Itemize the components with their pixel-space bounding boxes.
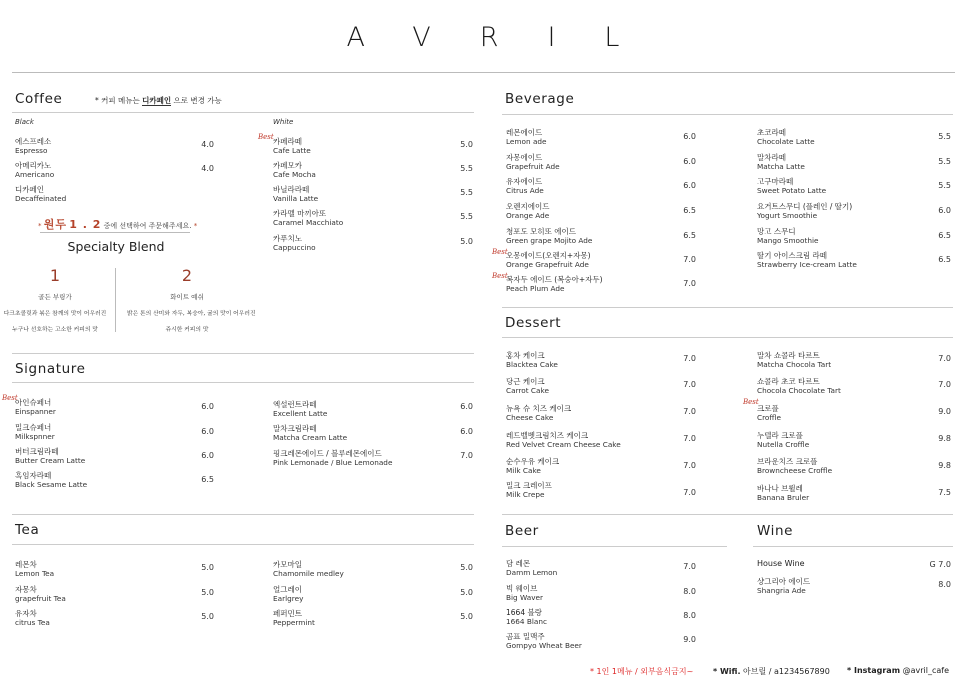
- price-peach-plum-ade: 7.0: [683, 279, 696, 288]
- beer-top-divider: [502, 514, 953, 515]
- price-strawberry-latte: 6.5: [938, 255, 951, 264]
- price-nutella-croffle: 9.8: [938, 434, 951, 443]
- menu-item-peppermint: 페퍼민트 Peppermint: [273, 609, 315, 627]
- menu-item-blacktea-cake: 홍차 케이크 Blacktea Cake: [506, 351, 558, 369]
- price-caramel-macchiato: 5.5: [460, 212, 473, 221]
- specialty-blend-title: Specialty Blend: [67, 239, 165, 254]
- menu-item-grapefruit-ade: 자몽에이드 Grapefruit Ade: [506, 153, 560, 171]
- price-orange-ade: 6.5: [683, 206, 696, 215]
- price-peppermint: 5.0: [460, 612, 473, 621]
- price-mango-smoothie: 6.5: [938, 231, 951, 240]
- best-badge: Best: [743, 398, 759, 406]
- blend-2-desc: 밝은 톤의 산미와 자두, 복숭아, 귤의 맛이 어우러진 쥬시한 커피의 맛: [127, 311, 256, 333]
- menu-item-matcha-latte: 말차라떼 Matcha Latte: [757, 153, 805, 171]
- bean-select-note: * 원두 1 . 2 중에 선택하여 주문해주세요. *: [38, 218, 198, 231]
- menu-item-croffle: 크로플 Croffle: [757, 404, 781, 422]
- footer-policy: * 1인 1메뉴 / 외부음식금지~: [590, 667, 694, 676]
- menu-item-lemonade: 핑크레몬에이드 / 블루레몬에이드 Pink Lemonade / Blue Lemonade: [273, 449, 393, 467]
- price-vanilla-latte: 5.5: [460, 188, 473, 197]
- menu-item-carrot-cake: 당근 케이크 Carrot Cake: [506, 377, 549, 395]
- price-cappuccino: 5.0: [460, 237, 473, 246]
- menu-item-cafe-mocha: 카페모카 Cafe Mocha: [273, 161, 316, 179]
- blend-1-number: 1: [49, 266, 61, 285]
- menu-item-espresso: 에스프레소 Espresso: [15, 137, 52, 155]
- price-croffle: 9.0: [938, 407, 951, 416]
- best-badge: Best: [2, 394, 18, 402]
- beer-title: Beer: [505, 523, 539, 539]
- blend-1-desc: 다크초콜릿과 볶은 참깨의 맛이 어우러진 누구나 선호하는 고소한 커피의 맛: [3, 311, 107, 333]
- menu-item-lemon-tea: 레몬차 Lemon Tea: [15, 560, 55, 578]
- coffee-title: Coffee: [15, 91, 63, 107]
- dessert-title: Dessert: [505, 315, 562, 331]
- price-matcha-latte: 5.5: [938, 157, 951, 166]
- menu-item-cafe-latte: 카페라떼 Cafe Latte: [273, 137, 311, 155]
- menu-item-mango-smoothie: 망고 스무디 Mango Smoothie: [757, 227, 819, 245]
- menu-item-citrus-tea: 유자차 citrus Tea: [15, 609, 50, 627]
- menu-item-caramel-macchiato: 카라멜 마끼아또 Caramel Macchiato: [273, 209, 344, 227]
- price-damm-lemon: 7.0: [683, 562, 696, 571]
- price-milk-crepe: 7.0: [683, 488, 696, 497]
- menu-item-milk-cake: 순수우유 케이크 Milk Cake: [506, 457, 560, 475]
- beer-divider: [502, 546, 727, 547]
- price-chocolate-tart: 7.0: [938, 380, 951, 389]
- price-matcha-cream-latte: 6.0: [460, 427, 473, 436]
- beverage-title: Beverage: [505, 91, 575, 107]
- price-mojito-ade: 6.5: [683, 231, 696, 240]
- price-gompyo: 9.0: [683, 635, 696, 644]
- best-badge: Best: [492, 248, 508, 256]
- price-lemon-tea: 5.0: [201, 563, 214, 572]
- tea-title: Tea: [15, 522, 40, 538]
- price-carrot-cake: 7.0: [683, 380, 696, 389]
- menu-item-cappuccino: 카푸치노 Cappuccino: [273, 234, 316, 252]
- price-house-wine: G 7.0: [929, 560, 951, 569]
- footer-wifi: * Wifi. 아브릴 / a1234567890: [713, 667, 830, 676]
- menu-item-milkspnner: 밀크슈페너 Milkspnner: [15, 423, 55, 441]
- signature-divider: [12, 382, 474, 383]
- menu-item-chocolate-latte: 초코라떼 Chocolate Latte: [757, 128, 815, 146]
- price-espresso: 4.0: [201, 140, 214, 149]
- tea-divider: [12, 544, 474, 545]
- price-red-velvet-cake: 7.0: [683, 434, 696, 443]
- menu-item-milk-crepe: 밀크 크레이프 Milk Crepe: [506, 481, 552, 499]
- price-shangria-ade: 8.0: [938, 580, 951, 589]
- price-cheese-cake: 7.0: [683, 407, 696, 416]
- menu-item-butter-cream-latte: 버터크림라떼 Butter Cream Latte: [15, 447, 86, 465]
- price-chocolate-latte: 5.5: [938, 132, 951, 141]
- price-lemonade: 7.0: [460, 451, 473, 460]
- blend-1-name: 골든 부링가: [38, 293, 72, 301]
- price-yogurt-smoothie: 6.0: [938, 206, 951, 215]
- price-1664-blanc: 8.0: [683, 611, 696, 620]
- price-blacktea-cake: 7.0: [683, 354, 696, 363]
- menu-item-peach-plum-ade: 복자두 에이드 (복숭아+자두) Peach Plum Ade: [506, 275, 603, 293]
- menu-item-nutella-croffle: 누텔라 크로플 Nutella Croffle: [757, 431, 810, 449]
- menu-item-matcha-cream-latte: 말차크림라떼 Matcha Cream Latte: [273, 424, 348, 442]
- menu-item-red-velvet-cake: 레드벨벳크림치즈 케이크 Red Velvet Cream Cheese Cake: [506, 431, 621, 449]
- signature-title: Signature: [15, 361, 86, 377]
- dessert-top-divider: [502, 307, 953, 308]
- brand-logo: AVRIL: [346, 22, 669, 53]
- price-sweet-potato-latte: 5.5: [938, 181, 951, 190]
- menu-item-grapefruit-tea: 자몽차 grapefruit Tea: [15, 585, 66, 603]
- coffee-decaf-note: * 커피 메뉴는 디카페인 으로 변경 가능: [95, 96, 222, 105]
- price-excellent-latte: 6.0: [460, 402, 473, 411]
- blend-2-name: 화이트 예쉬: [170, 293, 204, 301]
- menu-item-americano: 아메리카노 Americano: [15, 161, 55, 179]
- price-citrus-tea: 5.0: [201, 612, 214, 621]
- wine-title: Wine: [757, 523, 794, 539]
- price-browncheese-croffle: 9.8: [938, 461, 951, 470]
- price-butter-cream-latte: 6.0: [201, 451, 214, 460]
- coffee-black-label: Black: [15, 118, 34, 126]
- menu-item-orange-grapefruit-ade: 오몽에이드(오렌지+자몽) Orange Grapefruit Ade: [506, 251, 591, 269]
- menu-item-1664-blanc: 1664 블랑 1664 Blanc: [506, 608, 548, 626]
- menu-item-lemon-ade: 레몬에이드 Lemon ade: [506, 128, 547, 146]
- price-einspanner: 6.0: [201, 402, 214, 411]
- footer-instagram: * Instagram @avril_cafe: [847, 666, 949, 675]
- beverage-divider: [502, 114, 953, 115]
- menu-item-browncheese-croffle: 브라운치즈 크로플 Browncheese Croffle: [757, 457, 833, 475]
- price-milk-cake: 7.0: [683, 461, 696, 470]
- menu-item-yogurt-smoothie: 요거트스무디 (플레인 / 딸기) Yogurt Smoothie: [757, 202, 853, 220]
- menu-item-shangria-ade: 샹그리아 에이드 Shangria Ade: [757, 577, 811, 595]
- menu-item-orange-ade: 오렌지에이드 Orange Ade: [506, 202, 550, 220]
- menu-item-citrus-ade: 유자에이드 Citrus Ade: [506, 177, 544, 195]
- price-banana-bruler: 7.5: [938, 488, 951, 497]
- dessert-divider: [502, 337, 953, 338]
- menu-item-black-sesame-latte: 흑임자라떼 Black Sesame Latte: [15, 471, 88, 489]
- menu-item-damm-lemon: 담 레몬 Damm Lemon: [506, 559, 558, 577]
- menu-item-chamomile: 카모마일 Chamomile medley: [273, 560, 344, 578]
- price-cafe-latte: 5.0: [460, 140, 473, 149]
- blend-divider: [115, 268, 116, 332]
- menu-item-cheese-cake: 뉴욕 슈 치즈 케이크 Cheese Cake: [506, 404, 572, 422]
- bean-note-underline: [40, 232, 190, 233]
- price-citrus-ade: 6.0: [683, 181, 696, 190]
- menu-item-chocolate-tart: 쇼콜라 초코 타르트 Chocola Chocolate Tart: [757, 377, 841, 395]
- coffee-white-label: White: [273, 118, 294, 126]
- price-chamomile: 5.0: [460, 563, 473, 572]
- header-divider: [12, 72, 955, 73]
- menu-item-mojito-ade: 청포도 모히또 에이드 Green grape Mojito Ade: [506, 227, 593, 245]
- menu-item-house-wine: House Wine: [757, 559, 805, 568]
- price-orange-grapefruit-ade: 7.0: [683, 255, 696, 264]
- wine-divider: [753, 546, 953, 547]
- menu-item-matcha-tart: 말차 쇼콜라 타르트 Matcha Chocola Tart: [757, 351, 832, 369]
- price-americano: 4.0: [201, 164, 214, 173]
- price-big-waver: 8.0: [683, 587, 696, 596]
- menu-item-vanilla-latte: 바닐라라떼 Vanilla Latte: [273, 185, 319, 203]
- menu-item-earlgrey: 얼그레이 Earlgrey: [273, 585, 304, 603]
- price-grapefruit-ade: 6.0: [683, 157, 696, 166]
- menu-item-sweet-potato-latte: 고구마라떼 Sweet Potato Latte: [757, 177, 827, 195]
- coffee-divider: [12, 112, 474, 113]
- price-milkspnner: 6.0: [201, 427, 214, 436]
- price-matcha-tart: 7.0: [938, 354, 951, 363]
- price-grapefruit-tea: 5.0: [201, 588, 214, 597]
- tea-top-divider: [12, 514, 474, 515]
- menu-item-strawberry-latte: 딸기 아이스크림 라떼 Strawberry Ice-cream Latte: [757, 251, 857, 269]
- signature-top-divider: [12, 353, 474, 354]
- menu-item-excellent-latte: 엑설런트라떼 Excellent Latte: [273, 400, 328, 418]
- best-badge: Best: [492, 272, 508, 280]
- blend-2-number: 2: [181, 266, 193, 285]
- price-black-sesame-latte: 6.5: [201, 475, 214, 484]
- menu-item-gompyo: 곰표 밀맥주 Gompyo Wheat Beer: [506, 632, 582, 650]
- best-badge: Best: [258, 133, 274, 141]
- price-earlgrey: 5.0: [460, 588, 473, 597]
- menu-item-banana-bruler: 바나나 브륄레 Banana Bruler: [757, 484, 810, 502]
- menu-item-einspanner: 아인슈페너 Einspanner: [15, 398, 56, 416]
- price-lemon-ade: 6.0: [683, 132, 696, 141]
- menu-item-decaf: 디카페인 Decaffeinated: [15, 185, 67, 203]
- price-cafe-mocha: 5.5: [460, 164, 473, 173]
- menu-item-big-waver: 빅 웨이브 Big Waver: [506, 584, 544, 602]
